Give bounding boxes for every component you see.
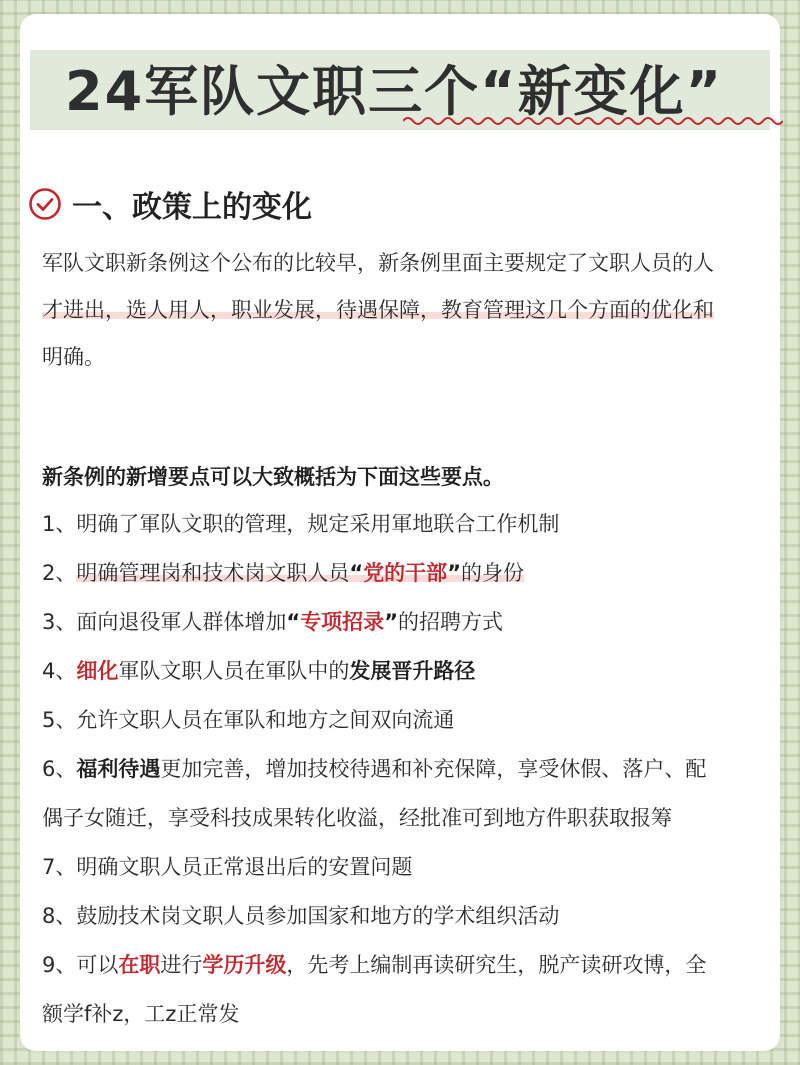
item-text: 面向退役軍人群体增加: [76, 610, 287, 634]
wavy-underline: [403, 114, 783, 128]
item-red-emphasis: 细化: [76, 659, 119, 683]
list-item-1: [42, 500, 772, 549]
item-text: 鼓励技术岗文职人员参加国家和地方的学术组织活动: [76, 904, 560, 928]
close-quote: ”: [447, 561, 461, 585]
item-red-emphasis: 专项招录: [300, 610, 385, 634]
close-quote: ”: [384, 610, 398, 634]
list-item-4: [42, 647, 772, 696]
item-bold-emphasis: 福利待遇: [76, 757, 161, 781]
item-text: 軍队文职人员在軍队中的: [118, 659, 350, 683]
points-list: [42, 500, 772, 1039]
item-text: 明确了軍队文职的管理，规定采用軍地联合工作机制: [76, 512, 560, 536]
item-number: 4、: [42, 659, 77, 683]
item-number: 1、: [42, 512, 77, 536]
intro-line-2-text: 才进出，选人用人，职业发展，待遇保障，教育管理这几个方面的优化和: [42, 298, 714, 322]
points-subheading: 新条例的新增要点可以大致概括为下面这些要点。: [42, 465, 504, 489]
item-text-end: ，先考上编制再读研究生，脱产读研攻博，全: [286, 953, 707, 977]
list-item-6: [42, 745, 772, 794]
item-red-emphasis-2: 学历升级: [202, 953, 287, 977]
open-quote: “: [349, 561, 364, 585]
intro-line-2: [42, 287, 762, 334]
check-circle-icon: [28, 187, 62, 221]
list-item-7: [42, 843, 772, 892]
item-number: 9、: [42, 953, 77, 977]
item-highlight: [76, 561, 524, 585]
item-text-mid: 进行: [160, 953, 203, 977]
intro-line-3: 明确。: [42, 345, 105, 369]
list-item-2: [42, 549, 772, 598]
item-text: 明确管理岗和技术岗文职人员: [76, 561, 350, 585]
section-heading: [28, 184, 312, 224]
intro-line-1: 军队文职新条例这个公布的比较早，新条例里面主要规定了文职人员的人: [42, 251, 714, 275]
item-text: 允许文职人员在軍队和地方之间双向流通: [76, 708, 455, 732]
list-item-9: [42, 941, 772, 990]
item-number: 6、: [42, 757, 77, 781]
item-text-end: 的招聘方式: [398, 610, 503, 634]
page-title: 24军队文职三个“新变化”: [65, 60, 724, 123]
item-number: 7、: [42, 855, 77, 879]
item-red-emphasis: 在职: [118, 953, 161, 977]
open-quote: “: [286, 610, 301, 634]
list-item-9-continued: 额学f补z，工z正常发: [42, 1002, 240, 1026]
item-bold-emphasis: 发展晋升路径: [349, 659, 476, 683]
item-text: 明确文职人员正常退出后的安置问题: [76, 855, 413, 879]
item-number: 8、: [42, 904, 77, 928]
item-number: 2、: [42, 561, 77, 585]
item-text-end: 的身份: [461, 561, 524, 585]
intro-paragraph: [42, 240, 762, 381]
list-item-3: [42, 598, 772, 647]
item-text: 更加完善，增加技校待遇和补充保障，享受休假、落户、配: [160, 757, 707, 781]
list-item-5: [42, 696, 772, 745]
item-number: 5、: [42, 708, 77, 732]
section-title: 一、政策上的变化: [72, 190, 312, 225]
list-item-6-continued: 偶子女随迁，享受科技成果转化收溢，经批准可到地方件职获取报筹: [42, 806, 672, 830]
list-item-8: [42, 892, 772, 941]
item-text: 可以: [76, 953, 119, 977]
item-red-emphasis: 党的干部: [363, 561, 448, 585]
item-number: 3、: [42, 610, 77, 634]
content-card: [20, 14, 780, 1051]
